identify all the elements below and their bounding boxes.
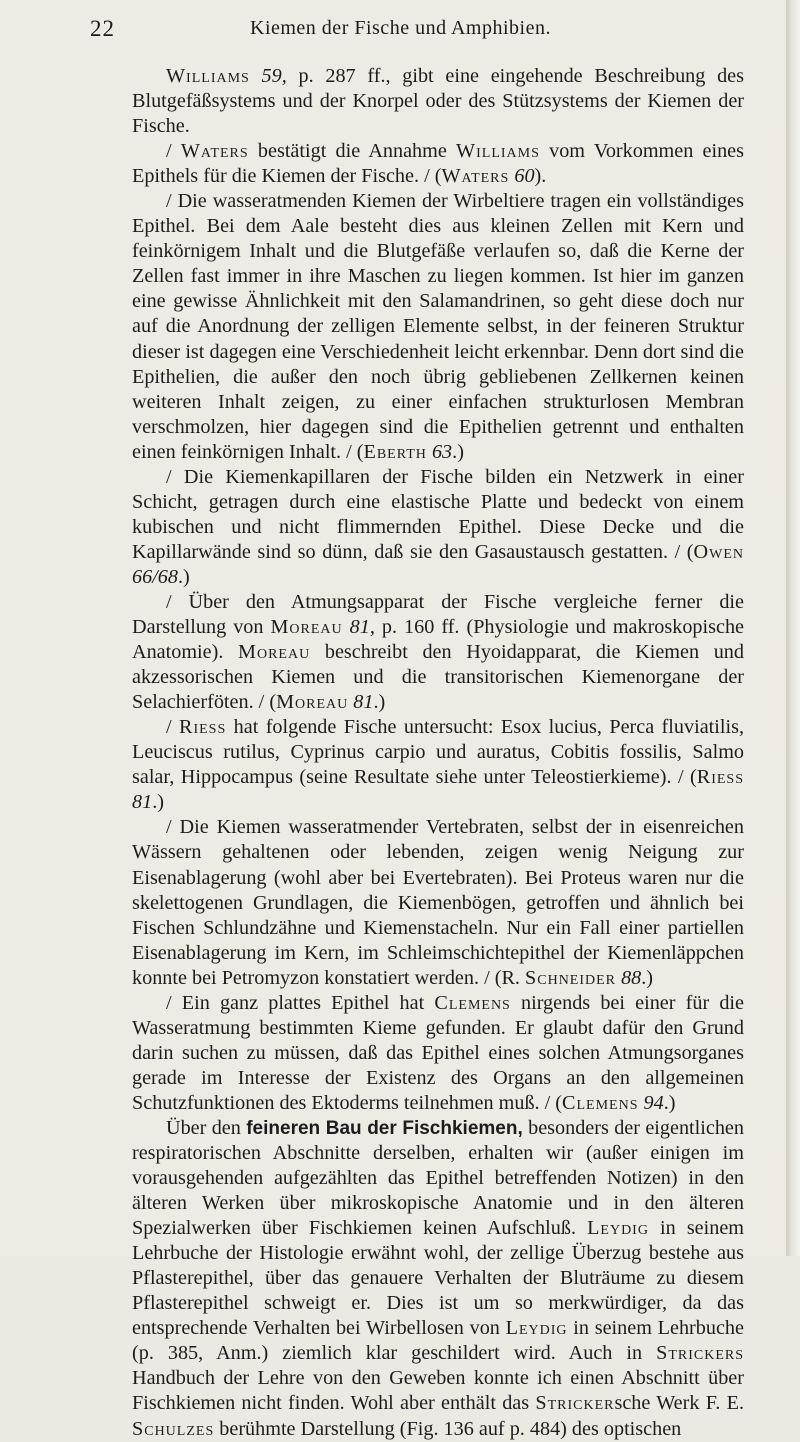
running-head: Kiemen der Fische und Amphibien. <box>250 17 551 39</box>
page-number: 22 <box>90 16 115 41</box>
text-run <box>343 616 350 638</box>
author-name: Leydig <box>587 1217 649 1240</box>
text-run: Über den <box>166 1116 247 1139</box>
reference-number: 59, <box>261 65 287 87</box>
page-edge-shadow <box>786 0 800 1256</box>
text-run: .) <box>452 440 464 463</box>
author-name: Clemens <box>434 991 511 1014</box>
paragraph-moreau <box>132 590 744 715</box>
author-name: Williams <box>456 140 540 163</box>
text-run: vom Vorkommen eines Epithels für die Kiemen der Fische. / ( <box>132 140 745 188</box>
text-run: sche Werk F. E. <box>614 1392 744 1415</box>
reference-number: 94 <box>643 1091 664 1114</box>
author-name: Stricker <box>535 1392 615 1415</box>
text-run: .) <box>641 966 654 989</box>
paragraph-williams <box>132 64 744 139</box>
text-run: hat folgende Fische untersucht: Esox lucius, Perca fluviatilis, Leuciscus rutilus, Cyprinus carpio und auratus, Cobitis fossilis, Salmo salar, Hippocampus (seine Resultate siehe unter Teleostierkieme). / ( <box>132 716 744 789</box>
body-text <box>132 64 744 1442</box>
paragraph-eberth <box>132 189 744 465</box>
paragraph-schneider <box>132 815 744 990</box>
text-run: / Die wasseratmenden Kiemen der Wirbeltiere tragen ein vollständiges Epithel. Bei dem Aale besteht dies aus kleinen Zellen mit Kern und feinkörnigem Inhalt und die Blutgefäße verlaufen so, daß die Kerne der Zellen fast immer in ihre Maschen zu liegen kommen. Ist hier im ganzen eine gewisse Ähnlichkeit mit den Salamandrinen, so geht diese doch nur auf die Anordnung der zelligen Elemente selbst, in der feineren Struktur dieser ist dagegen eine Verschiedenheit leicht erkennbar. Denn dort sind die Epithelien, die außer den noch übrig gebliebenen Zellkernen keinen weiteren Inhalt zeigen, zu einer einfachen strukturlosen Membran verschmolzen, hier dagegen sind die Epithelien getrennt und enthalten einen feinkörnigen Inhalt. / ( <box>132 190 744 463</box>
paragraph-riess <box>132 715 744 815</box>
reference-number: 88 <box>621 966 642 989</box>
text-run: berühmte Darstellung (Fig. 136 auf p. 484) des optischen <box>214 1417 682 1440</box>
reference-number: 63 <box>431 440 453 463</box>
text-run: , p. 160 ff. (Physiologie und makroskopische Anatomie). <box>132 616 745 664</box>
text-run: .) <box>373 691 386 714</box>
author-name: Riess <box>696 766 744 789</box>
reference-number: 81 <box>132 791 153 814</box>
paragraph-owen <box>132 465 744 590</box>
text-run: bestätigt die Annahme <box>248 140 457 163</box>
text-run: / Die Kiemen wasseratmender Vertebraten, selbst der in eisenreichen Wässern gehaltenen oder lebenden, zeigen wenig Neigung zur Eisenablagerung (wohl aber bei Evertebraten). Bei Proteus waren nur die skelettogenen Grundlagen, die Kiemenbögen, getroffen und ähnlich bei Fischen Schlundzähne und Kiemenstacheln. Nur ein Fall einer partiellen Eisenablagerung im Kern, im Schleimschichtepithel der Kiemenläppchen konnte bei Petromyzon konstatiert werden. / (R. <box>132 816 744 989</box>
author-name: Eberth <box>363 440 427 463</box>
author-name: Clemens <box>562 1091 639 1114</box>
page-header <box>90 6 770 46</box>
author-name: Riess <box>179 716 227 739</box>
author-name: Williams <box>166 65 250 87</box>
author-name: Leydig <box>505 1317 568 1340</box>
author-name: Moreau <box>238 641 311 664</box>
paragraph-waters <box>132 139 744 189</box>
paragraph-clemens <box>132 991 744 1116</box>
reference-number: 66/68 <box>132 565 178 588</box>
text-run: in seinem Lehrbuche der Histologie erwähnt wohl, der zellige Überzug bestehe aus Pflasterepithel, über das genauere Verhalten der Bluträume zu diesem Pflasterepithel schweigt er. Dies ist um so merkwürdiger, da das entsprechende Verhalten bei Wirbellosen von <box>132 1217 744 1340</box>
paragraph-feinerer-bau <box>132 1116 744 1442</box>
reference-number: 81 <box>349 616 370 639</box>
text-run: besonders der eigentlichen respiratorischen Abschnitte derselben, erhalten wir (außer einigen im vorausgehenden aufgezählten das Epithel betreffenden Notizen) in den älteren Werken über mikroskopische Anatomie und in den älteren Spezialwerken über Fischkiemen keinen Aufschluß. <box>132 1116 744 1240</box>
author-name: Waters <box>441 165 510 188</box>
text-run: .) <box>663 1091 676 1114</box>
author-name: Waters <box>180 140 249 163</box>
text-run: .) <box>152 791 164 814</box>
text-run: beschreibt den Hyoidapparat, die Kiemen und akzessorischen Kiemen und die transitorischen Kiemenorgane der Selachierföten. / ( <box>132 641 744 714</box>
author-name: Strickers <box>656 1342 744 1365</box>
text-run: in seinem Lehrbuche (p. 385, Anm.) ziemlich klar geschildert wird. Auch in <box>132 1317 744 1365</box>
author-name: Owen <box>693 540 744 563</box>
text-run: ). <box>534 165 547 188</box>
author-name: Schneider <box>525 966 617 989</box>
emphasized-heading: feineren Bau der Fischkiemen, <box>246 1117 523 1139</box>
text-run: / Die Kiemenkapillaren der Fische bilden ein Netzwerk in einer Schicht, getragen durch eine elastische Platte und bedeckt von einem kubischen und nicht flimmernden Epithel. Diese Decke und die Kapillarwände sind so dünn, daß sie den Gasaustausch gestatten. / ( <box>132 465 744 563</box>
author-name: Schulzes <box>132 1417 215 1440</box>
author-name: Moreau <box>270 616 343 639</box>
text-run: .) <box>177 565 190 588</box>
text-run: nirgends bei einer für die Wasseratmung bestimmten Kieme gefunden. Er glaubt dafür den Grund darin suchen zu müssen, daß das Epithel eines solchen Atmungsorganes gerade im Interesse der Existenz des Organs an den allgemeinen Schutzfunktionen des Ektoderms teilnehmen muß. / ( <box>132 991 744 1114</box>
text-run: / <box>166 716 179 739</box>
author-name: Moreau <box>276 691 349 714</box>
text-run: Handbuch der Lehre von den Geweben konnte ich einen Abschnitt über Fischkiemen nicht finden. Wohl aber enthält das <box>132 1367 744 1415</box>
text-run: / <box>166 140 181 163</box>
text-run <box>250 65 262 87</box>
reference-number: 81 <box>353 691 374 714</box>
text-run: / Über den Atmungsapparat der Fische vergleiche ferner die Darstellung von <box>132 590 744 639</box>
text-run: p. 287 ff., gibt eine eingehende Beschreibung des Blutgefäßsystems und der Knorpel oder des Stützsystems der Kiemen der Fische. <box>132 65 744 138</box>
text-run: / Ein ganz plattes Epithel hat <box>166 991 435 1014</box>
reference-number: 60 <box>514 165 535 188</box>
